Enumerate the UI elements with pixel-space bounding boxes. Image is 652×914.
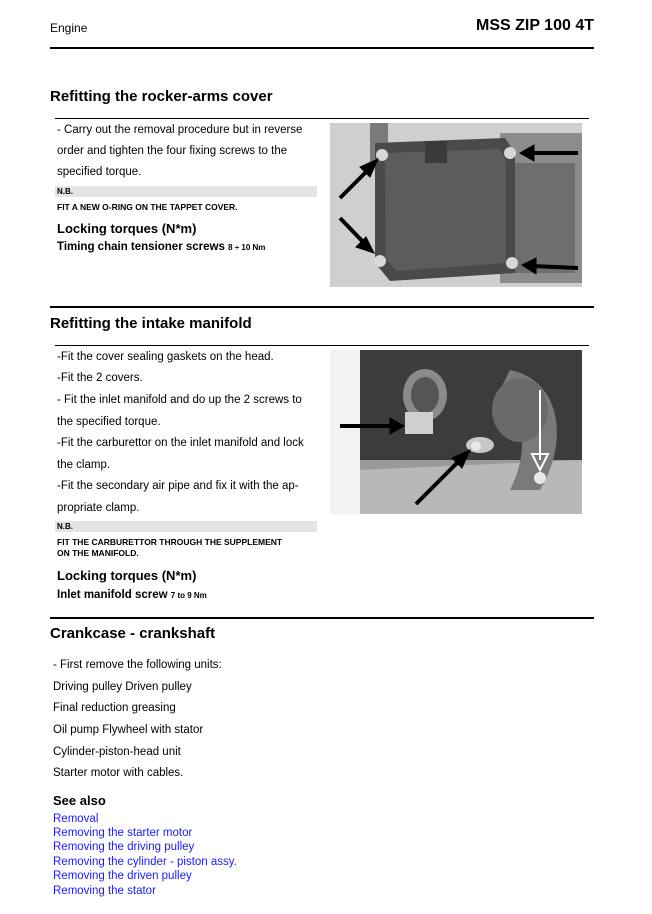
torque-row bbox=[57, 241, 265, 253]
nb-bar bbox=[55, 521, 317, 532]
text-line: order and tighten the four fixing screws to the bbox=[57, 145, 288, 157]
text-line: specified torque. bbox=[57, 166, 142, 178]
torque-value: 7 to 9 Nm bbox=[170, 591, 207, 600]
section-rule bbox=[55, 118, 589, 119]
section-divider bbox=[50, 617, 594, 619]
nb-bar bbox=[55, 186, 317, 197]
text-line: - Fit the inlet manifold and do up the 2 screws to bbox=[57, 394, 302, 406]
nb-text: FIT A NEW O-RING ON THE TAPPET COVER. bbox=[57, 202, 238, 212]
torque-row bbox=[57, 589, 207, 601]
text-line: -Fit the secondary air pipe and fix it with the ap- bbox=[57, 480, 299, 492]
section-title-intake-manifold: Refitting the intake manifold bbox=[50, 315, 252, 332]
header-rule bbox=[50, 47, 594, 49]
text-line: propriate clamp. bbox=[57, 502, 140, 514]
nb-label: N.B. bbox=[57, 187, 73, 196]
nb-text: ON THE MANIFOLD. bbox=[57, 548, 139, 558]
text-line: -Fit the cover sealing gaskets on the head. bbox=[57, 351, 274, 363]
link-removing-starter-motor[interactable]: Removing the starter motor bbox=[53, 827, 193, 839]
text-line: - First remove the following units: bbox=[53, 659, 222, 671]
intake-manifold-photo bbox=[330, 350, 582, 514]
nb-text: FIT THE CARBURETTOR THROUGH THE SUPPLEMENT bbox=[57, 537, 283, 547]
text-line: Cylinder-piston-head unit bbox=[53, 746, 181, 758]
text-line: the specified torque. bbox=[57, 416, 161, 428]
rocker-cover-photo bbox=[330, 123, 582, 287]
see-also-heading: See also bbox=[53, 793, 106, 808]
header-model-title: MSS ZIP 100 4T bbox=[476, 17, 594, 34]
section-title-crankcase: Crankcase - crankshaft bbox=[50, 625, 216, 642]
text-line: the clamp. bbox=[57, 459, 111, 471]
text-line: - Carry out the removal procedure but in reverse bbox=[57, 124, 303, 136]
link-removing-driven-pulley[interactable]: Removing the driven pulley bbox=[53, 870, 192, 882]
link-removing-driving-pulley[interactable]: Removing the driving pulley bbox=[53, 841, 195, 853]
text-line: Starter motor with cables. bbox=[53, 767, 184, 779]
link-removing-cylinder-piston[interactable]: Removing the cylinder - piston assy. bbox=[53, 856, 237, 868]
text-line: Driving pulley Driven pulley bbox=[53, 681, 192, 693]
torque-name: Timing chain tensioner screws bbox=[57, 241, 225, 253]
link-removal[interactable]: Removal bbox=[53, 813, 99, 825]
section-divider bbox=[50, 306, 594, 308]
link-removing-stator[interactable]: Removing the stator bbox=[53, 885, 156, 897]
rocker-cover-illustration bbox=[330, 123, 582, 287]
nb-label: N.B. bbox=[57, 522, 73, 531]
section-title-rocker-cover: Refitting the rocker-arms cover bbox=[50, 88, 273, 105]
torque-name: Inlet manifold screw bbox=[57, 589, 168, 601]
header-section-label: Engine bbox=[50, 21, 88, 35]
text-line: Final reduction greasing bbox=[53, 702, 176, 714]
section-rule bbox=[55, 345, 589, 346]
text-line: -Fit the 2 covers. bbox=[57, 372, 143, 384]
torque-value: 8 ÷ 10 Nm bbox=[228, 243, 266, 252]
text-line: -Fit the carburettor on the inlet manifold and lock bbox=[57, 437, 304, 449]
text-line: Oil pump Flywheel with stator bbox=[53, 724, 204, 736]
torque-title: Locking torques (N*m) bbox=[57, 221, 197, 236]
torque-title: Locking torques (N*m) bbox=[57, 568, 197, 583]
intake-manifold-illustration bbox=[330, 350, 582, 514]
